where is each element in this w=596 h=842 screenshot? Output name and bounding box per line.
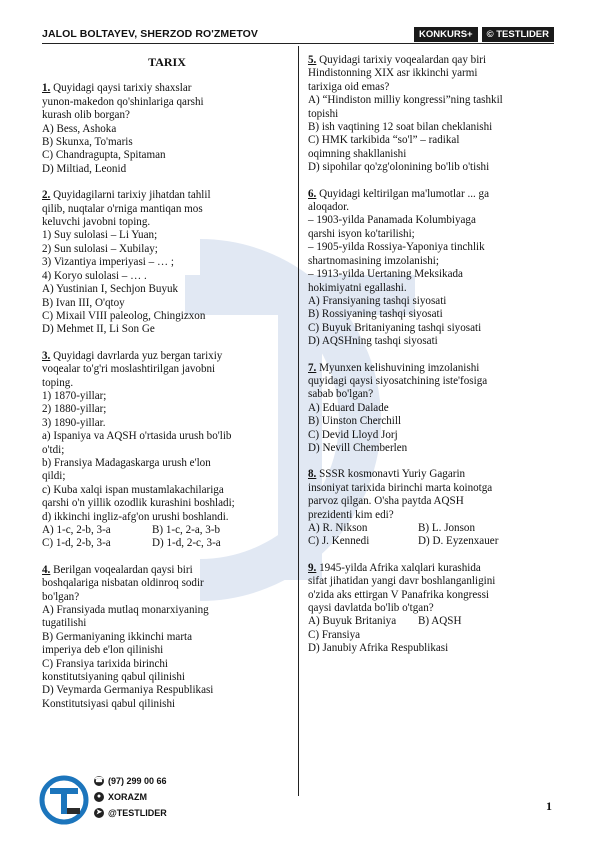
answer-option: C) Fransiya tarixida birinchi <box>42 657 169 670</box>
answer-option-row <box>42 524 292 537</box>
question-text: hokimiyatni egallashi. <box>308 281 407 294</box>
phone-icon: ☎ <box>94 777 104 784</box>
answer-option: A) 1-c, 2-b, 3-a <box>42 524 111 536</box>
question-text: 2) 1880-yillar; <box>42 403 107 416</box>
answer-option: oqimning shakllanishi <box>308 147 407 160</box>
question-text: – 1903-yilda Panamada Kolumbiyaga <box>308 214 476 227</box>
question-text-line <box>42 270 292 283</box>
question-text-line <box>308 482 554 495</box>
testlider-logo <box>38 774 90 826</box>
question-text: sifat jihatidan yangi davr boshlanganligini <box>308 575 496 588</box>
question-text: 1) 1870-yillar; <box>42 389 107 402</box>
question-text: 3) Vizantiya imperiyasi – … ; <box>42 256 174 269</box>
answer-option: D) D. Eyzenxauer <box>418 535 499 548</box>
question-1 <box>42 82 292 176</box>
question-text: b) Fransiya Madagaskarga urush e'lon <box>42 456 211 469</box>
question-text: keluvchi javobni toping. <box>42 216 151 229</box>
answer-option: B) Skunxa, To'maris <box>42 136 133 149</box>
question-text-line <box>42 216 292 229</box>
answer-option: Konstitutsiyasi qabul qilinishi <box>42 697 176 710</box>
question-text-line <box>308 575 554 588</box>
answer-option: D) Mehmet II, Li Son Ge <box>42 323 155 336</box>
right-column <box>308 54 554 669</box>
question-text: – 1913-yilda Uertaning Meksikada <box>308 268 463 281</box>
question-text: qilib, nuqtalar o'rniga mantiqan mos <box>42 202 203 215</box>
phone-number: (97) 299 00 66 <box>108 776 167 786</box>
question-text: Quyidagi qaysi tarixiy shaxslar <box>50 82 192 95</box>
question-text-line <box>42 203 292 216</box>
question-text: quyidagi qaysi siyosatchining iste'fosiga <box>308 374 488 387</box>
answer-option: A) “Hindiston milliy kongressi”ning tashkil <box>308 94 503 107</box>
question-text: 1) Suy sulolasi – Li Yuan; <box>42 229 158 242</box>
answer-option: C) Buyuk Britaniyaning tashqi siyosati <box>308 321 482 334</box>
konkurs-badge: KONKURS+ <box>414 27 478 42</box>
question-text-line <box>308 67 554 80</box>
authors-label: JALOL BOLTAYEV, SHERZOD RO'ZMETOV <box>42 28 259 40</box>
answer-option: C) 1-d, 2-b, 3-a <box>42 537 111 550</box>
answer-option: B) Germaniyaning ikkinchi marta <box>42 630 193 643</box>
question-text-line <box>308 388 554 401</box>
question-text-line <box>42 243 292 256</box>
question-text: SSSR kosmonavti Yuriy Gagarin <box>316 468 466 481</box>
question-text-line <box>42 109 292 122</box>
question-text-line <box>308 241 554 254</box>
question-text: 1945-yilda Afrika xalqlari kurashida <box>316 561 481 574</box>
question-text: qildi; <box>42 470 66 483</box>
question-text-line <box>308 495 554 508</box>
telegram-icon: ➤ <box>94 808 104 818</box>
question-text: toping. <box>42 376 74 389</box>
question-6 <box>308 188 554 349</box>
left-column <box>42 54 292 724</box>
question-text-line <box>42 497 292 510</box>
question-text-line <box>308 54 554 67</box>
answer-option: D) Nevill Chemberlen <box>308 441 408 454</box>
question-9 <box>308 562 554 656</box>
question-text: parvoz qilgan. O'sha paytda AQSH <box>308 495 464 508</box>
answer-option: D) AQSHning tashqi siyosati <box>308 335 438 348</box>
question-7 <box>308 362 554 456</box>
answer-option: imperiya deb e'lon qilinishi <box>42 644 164 657</box>
question-number: 9. <box>308 561 317 574</box>
question-text-line <box>42 417 292 430</box>
question-text-line <box>308 214 554 227</box>
question-text-line <box>308 602 554 615</box>
question-8 <box>308 468 554 548</box>
question-text-line <box>308 188 554 201</box>
answer-option: D) Veymarda Germaniya Respublikasi <box>42 684 214 697</box>
answer-option-row <box>42 537 292 550</box>
question-text: qarshi o'n yillik ozodlik kurashini boshladi; <box>42 497 235 510</box>
answer-option: B) Ivan III, O'qtoy <box>42 296 125 309</box>
answer-option: B) AQSH <box>418 615 462 628</box>
answer-option: B) 1-c, 2-a, 3-b <box>152 524 221 536</box>
telegram-contact <box>94 808 167 818</box>
question-text: insoniyat tarixida birinchi marta koinotga <box>308 481 493 494</box>
question-text: 3) 1890-yillar. <box>42 416 106 429</box>
question-text-line <box>42 444 292 457</box>
question-number: 8. <box>308 468 317 481</box>
answer-option: A) Fransiyada mutlaq monarxiyaning <box>42 604 209 617</box>
answer-option: C) J. Kennedi <box>308 535 370 548</box>
question-text-line <box>42 390 292 403</box>
question-text: o'zida aks ettirgan V Panafrika kongressi <box>308 588 489 601</box>
question-text: qarshi isyon ko'tarilishi; <box>308 227 415 240</box>
question-number: 7. <box>308 361 317 374</box>
question-text-line <box>42 577 292 590</box>
answer-option: B) L. Jonson <box>418 522 476 534</box>
question-text-line <box>42 256 292 269</box>
question-text: Myunxen kelishuvining imzolanishi <box>316 361 480 374</box>
question-text: yunon-makedon qo'shinlariga qarshi <box>42 95 204 108</box>
answer-option: B) Rossiyaning tashqi siyosati <box>308 308 443 321</box>
question-text-line <box>308 255 554 268</box>
answer-option-row <box>308 615 554 628</box>
question-text: Berilgan voqealardan qaysi biri <box>50 563 193 576</box>
question-text-line <box>308 375 554 388</box>
question-number: 3. <box>42 349 51 362</box>
question-text-line <box>308 201 554 214</box>
answer-option: A) Eduard Dalade <box>308 401 389 414</box>
answer-option: A) Bess, Ashoka <box>42 122 117 135</box>
telegram-handle: @TESTLIDER <box>108 808 167 818</box>
header-badges <box>414 27 554 42</box>
question-text-line <box>308 509 554 522</box>
question-text-line <box>308 589 554 602</box>
answer-option-row <box>308 522 554 535</box>
question-text: 2) Sun sulolasi – Xubilay; <box>42 242 158 255</box>
answer-option: C) Devid Lloyd Jorj <box>308 428 398 441</box>
question-text: 4) Koryo sulolasi – … . <box>42 269 147 282</box>
answer-option-row <box>308 535 554 548</box>
question-text: Quyidagi davrlarda yuz bergan tarixiy <box>50 349 223 362</box>
question-text: boshqalariga nisbatan oldinroq sodir <box>42 577 204 590</box>
question-number: 1. <box>42 82 51 95</box>
answer-option: D) 1-d, 2-c, 3-a <box>152 537 221 550</box>
question-number: 2. <box>42 189 51 202</box>
question-text-line <box>308 362 554 375</box>
answer-option: C) Chandragupta, Spitaman <box>42 149 166 162</box>
question-text-line <box>42 350 292 363</box>
question-text-line <box>308 268 554 281</box>
question-text: Quyidagilarni tarixiy jihatdan tahlil <box>50 189 211 202</box>
question-text-line <box>42 82 292 95</box>
answer-option: B) Uinston Cherchill <box>308 415 402 428</box>
answer-option: A) Fransiyaning tashqi siyosati <box>308 294 447 307</box>
question-text-line <box>42 229 292 242</box>
question-text-line <box>42 403 292 416</box>
page-number: 1 <box>546 799 552 813</box>
answer-option: konstitutsiyaning qabul qilinishi <box>42 671 185 684</box>
question-2 <box>42 189 292 336</box>
region-label: XORAZM <box>108 792 147 802</box>
question-text: prezidenti kim edi? <box>308 508 394 521</box>
question-text: c) Kuba xalqi ispan mustamlakachilariga <box>42 483 224 496</box>
section-title: TARIX <box>148 55 186 69</box>
question-text-line <box>42 377 292 390</box>
question-text-line <box>308 468 554 481</box>
region-contact <box>94 792 147 802</box>
question-text-line <box>42 189 292 202</box>
question-text: voqealar to'g'ri moslashtirilgan javobni <box>42 363 216 376</box>
question-text: kurash olib borgan? <box>42 109 130 122</box>
question-text: sabab bo'lgan? <box>308 388 374 401</box>
answer-option: C) Fransiya <box>308 628 361 641</box>
phone-contact <box>94 776 167 786</box>
answer-option: D) Miltiad, Leonid <box>42 162 127 175</box>
question-text-line <box>308 81 554 94</box>
question-text: Hindistonning XIX asr ikkinchi yarmi <box>308 67 478 80</box>
question-text-line <box>308 562 554 575</box>
answer-option: D) sipohilar qo'zg'olonining bo'lib o'tishi <box>308 161 490 174</box>
question-text-line <box>42 430 292 443</box>
question-text: aloqador. <box>308 201 349 214</box>
question-number: 6. <box>308 187 317 200</box>
answer-option: A) Yustinian I, Sechjon Buyuk <box>42 283 179 296</box>
question-text-line <box>308 282 554 295</box>
answer-option: D) Janubiy Afrika Respublikasi <box>308 642 449 655</box>
question-number: 5. <box>308 54 317 66</box>
question-text: Quyidagi tarixiy voqealardan qay biri <box>316 54 487 66</box>
question-3 <box>42 350 292 551</box>
question-4 <box>42 564 292 711</box>
answer-option: C) Mixail VIII paleolog, Chingizxon <box>42 309 206 322</box>
question-text: qaysi davlatda bo'lib o'tgan? <box>308 602 434 615</box>
question-text-line <box>42 470 292 483</box>
question-text: shartnomasining imzolanishi; <box>308 254 439 267</box>
question-text-line <box>308 228 554 241</box>
answer-option: topishi <box>308 107 339 120</box>
question-text-line <box>42 457 292 470</box>
question-text: Quyidagi keltirilgan ma'lumotlar ... ga <box>316 187 490 200</box>
answer-option: tugatilishi <box>42 617 87 630</box>
question-text: – 1905-yilda Rossiya-Yaponiya tinchlik <box>308 241 485 254</box>
question-number: 4. <box>42 563 51 576</box>
column-divider <box>298 46 299 796</box>
contact-block <box>38 770 238 830</box>
question-text-line <box>42 591 292 604</box>
question-text: tarixiga oid emas? <box>308 80 390 93</box>
question-text: o'tdi; <box>42 443 65 456</box>
page-header <box>42 27 554 44</box>
answer-option: B) ish vaqtining 12 soat bilan cheklanishi <box>308 121 493 134</box>
location-icon: ● <box>94 792 104 802</box>
question-text-line <box>42 96 292 109</box>
answer-option: A) Buyuk Britaniya <box>308 615 397 628</box>
answer-option: C) HMK tarkibida “so'l” – radikal <box>308 134 460 147</box>
testlider-badge: © TESTLIDER <box>482 27 554 42</box>
question-text: a) Ispaniya va AQSH o'rtasida urush bo'lib <box>42 430 232 443</box>
question-text-line <box>42 484 292 497</box>
question-5 <box>308 54 554 175</box>
question-text-line <box>42 564 292 577</box>
question-text: bo'lgan? <box>42 590 80 603</box>
question-text: d) ikkinchi ingliz-afg'on urushi boshlandi. <box>42 510 229 523</box>
question-text-line <box>42 363 292 376</box>
question-text-line <box>42 511 292 524</box>
answer-option: A) R. Nikson <box>308 522 368 534</box>
